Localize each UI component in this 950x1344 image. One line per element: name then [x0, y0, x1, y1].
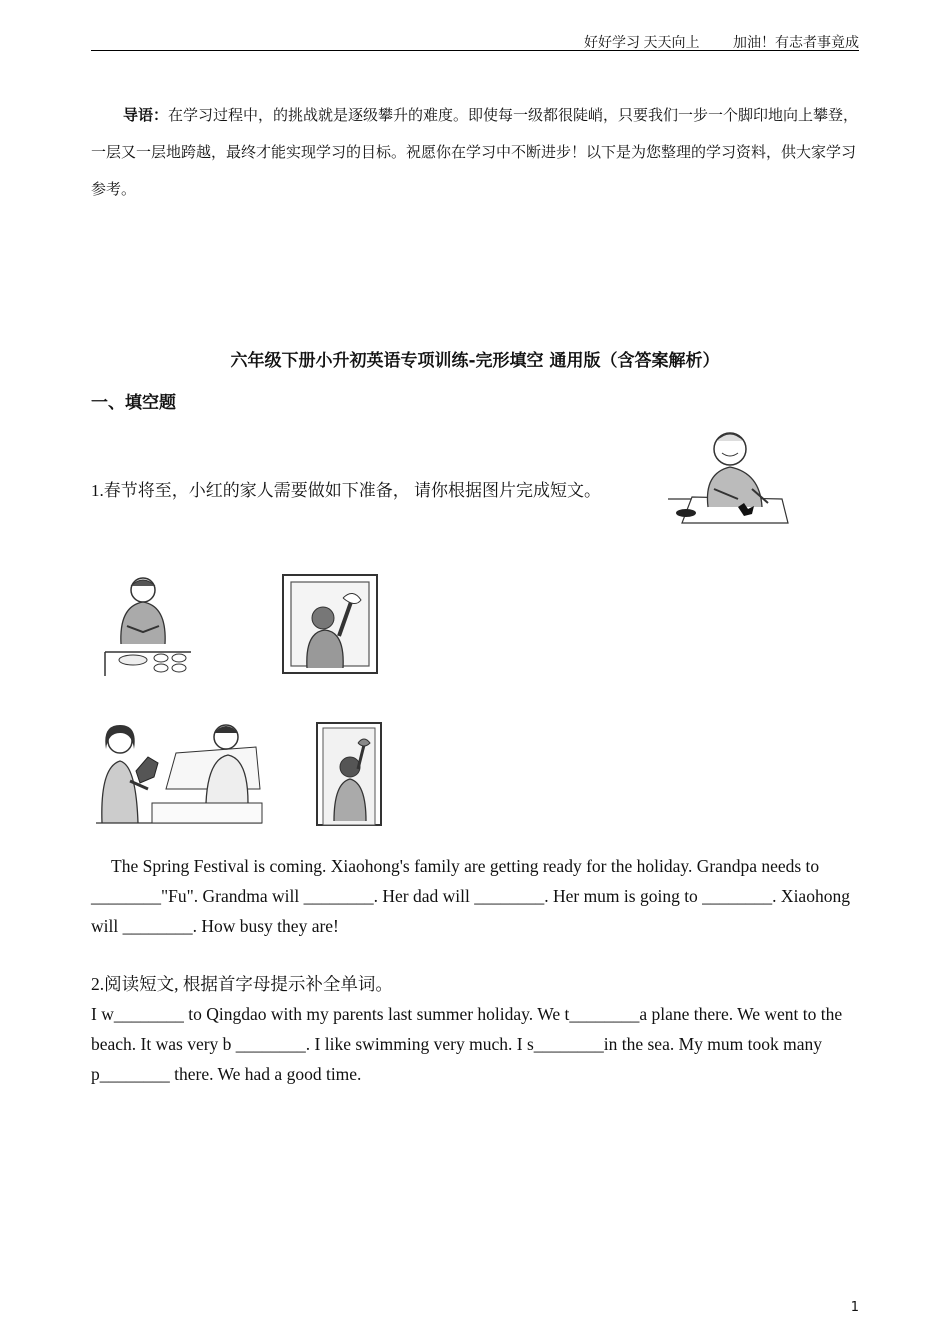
xiaohong-door-illustration — [314, 721, 384, 827]
question-1-prompt: 1.春节将至，小红的家人需要做如下准备， 请你根据图片完成短文。 — [91, 481, 601, 500]
mum-buying-flowers-illustration — [96, 719, 264, 827]
header-right-text: 加油！有志者事竟成 — [733, 36, 859, 51]
intro-lead: 导语： — [123, 108, 169, 124]
question-1-passage-text: The Spring Festival is coming. Xiaohong's family are getting ready for the holiday. Grandpa needs to ________"Fu". Grandma will ________. Her dad will ________. Her mum is going to ________. Xiaohong will ________. How busy they are! — [91, 856, 850, 936]
section-heading: 一、填空题 — [91, 393, 176, 413]
page-header — [574, 32, 859, 52]
page-title: 六年级下册小升初英语专项训练-完形填空 通用版（含答案解析） — [230, 351, 720, 371]
header-rule — [91, 50, 859, 51]
dad-cleaning-window-illustration — [279, 572, 381, 678]
question-2 — [91, 969, 861, 1089]
question-2-prompt: 2.阅读短文, 根据首字母提示补全单词。 — [91, 974, 393, 994]
header-left-text: 好好学习 天天向上 — [584, 36, 700, 51]
intro-body: 在学习过程中，的挑战就是逐级攀升的难度。即使每一级都很陡峭，只要我们一步一个脚印地向上攀登，一层又一层地跨越，最终才能实现学习的目标。祝愿你在学习中不断进步！以下是为您整理的学习资料，供大家学习参考。 — [91, 108, 859, 198]
grandma-dumplings-illustration — [103, 572, 193, 678]
intro-paragraph — [91, 98, 859, 209]
question-1-passage — [91, 851, 861, 941]
page-number: 1 — [850, 1300, 859, 1315]
question-2-passage: I w________ to Qingdao with my parents last summer holiday. We t________a plane there. We went to the beach. It was very b ________. I like swimming very much. I s________in the sea. My mum took many p________ there. We had a good time. — [91, 1004, 843, 1084]
grandpa-writing-illustration — [668, 427, 792, 529]
